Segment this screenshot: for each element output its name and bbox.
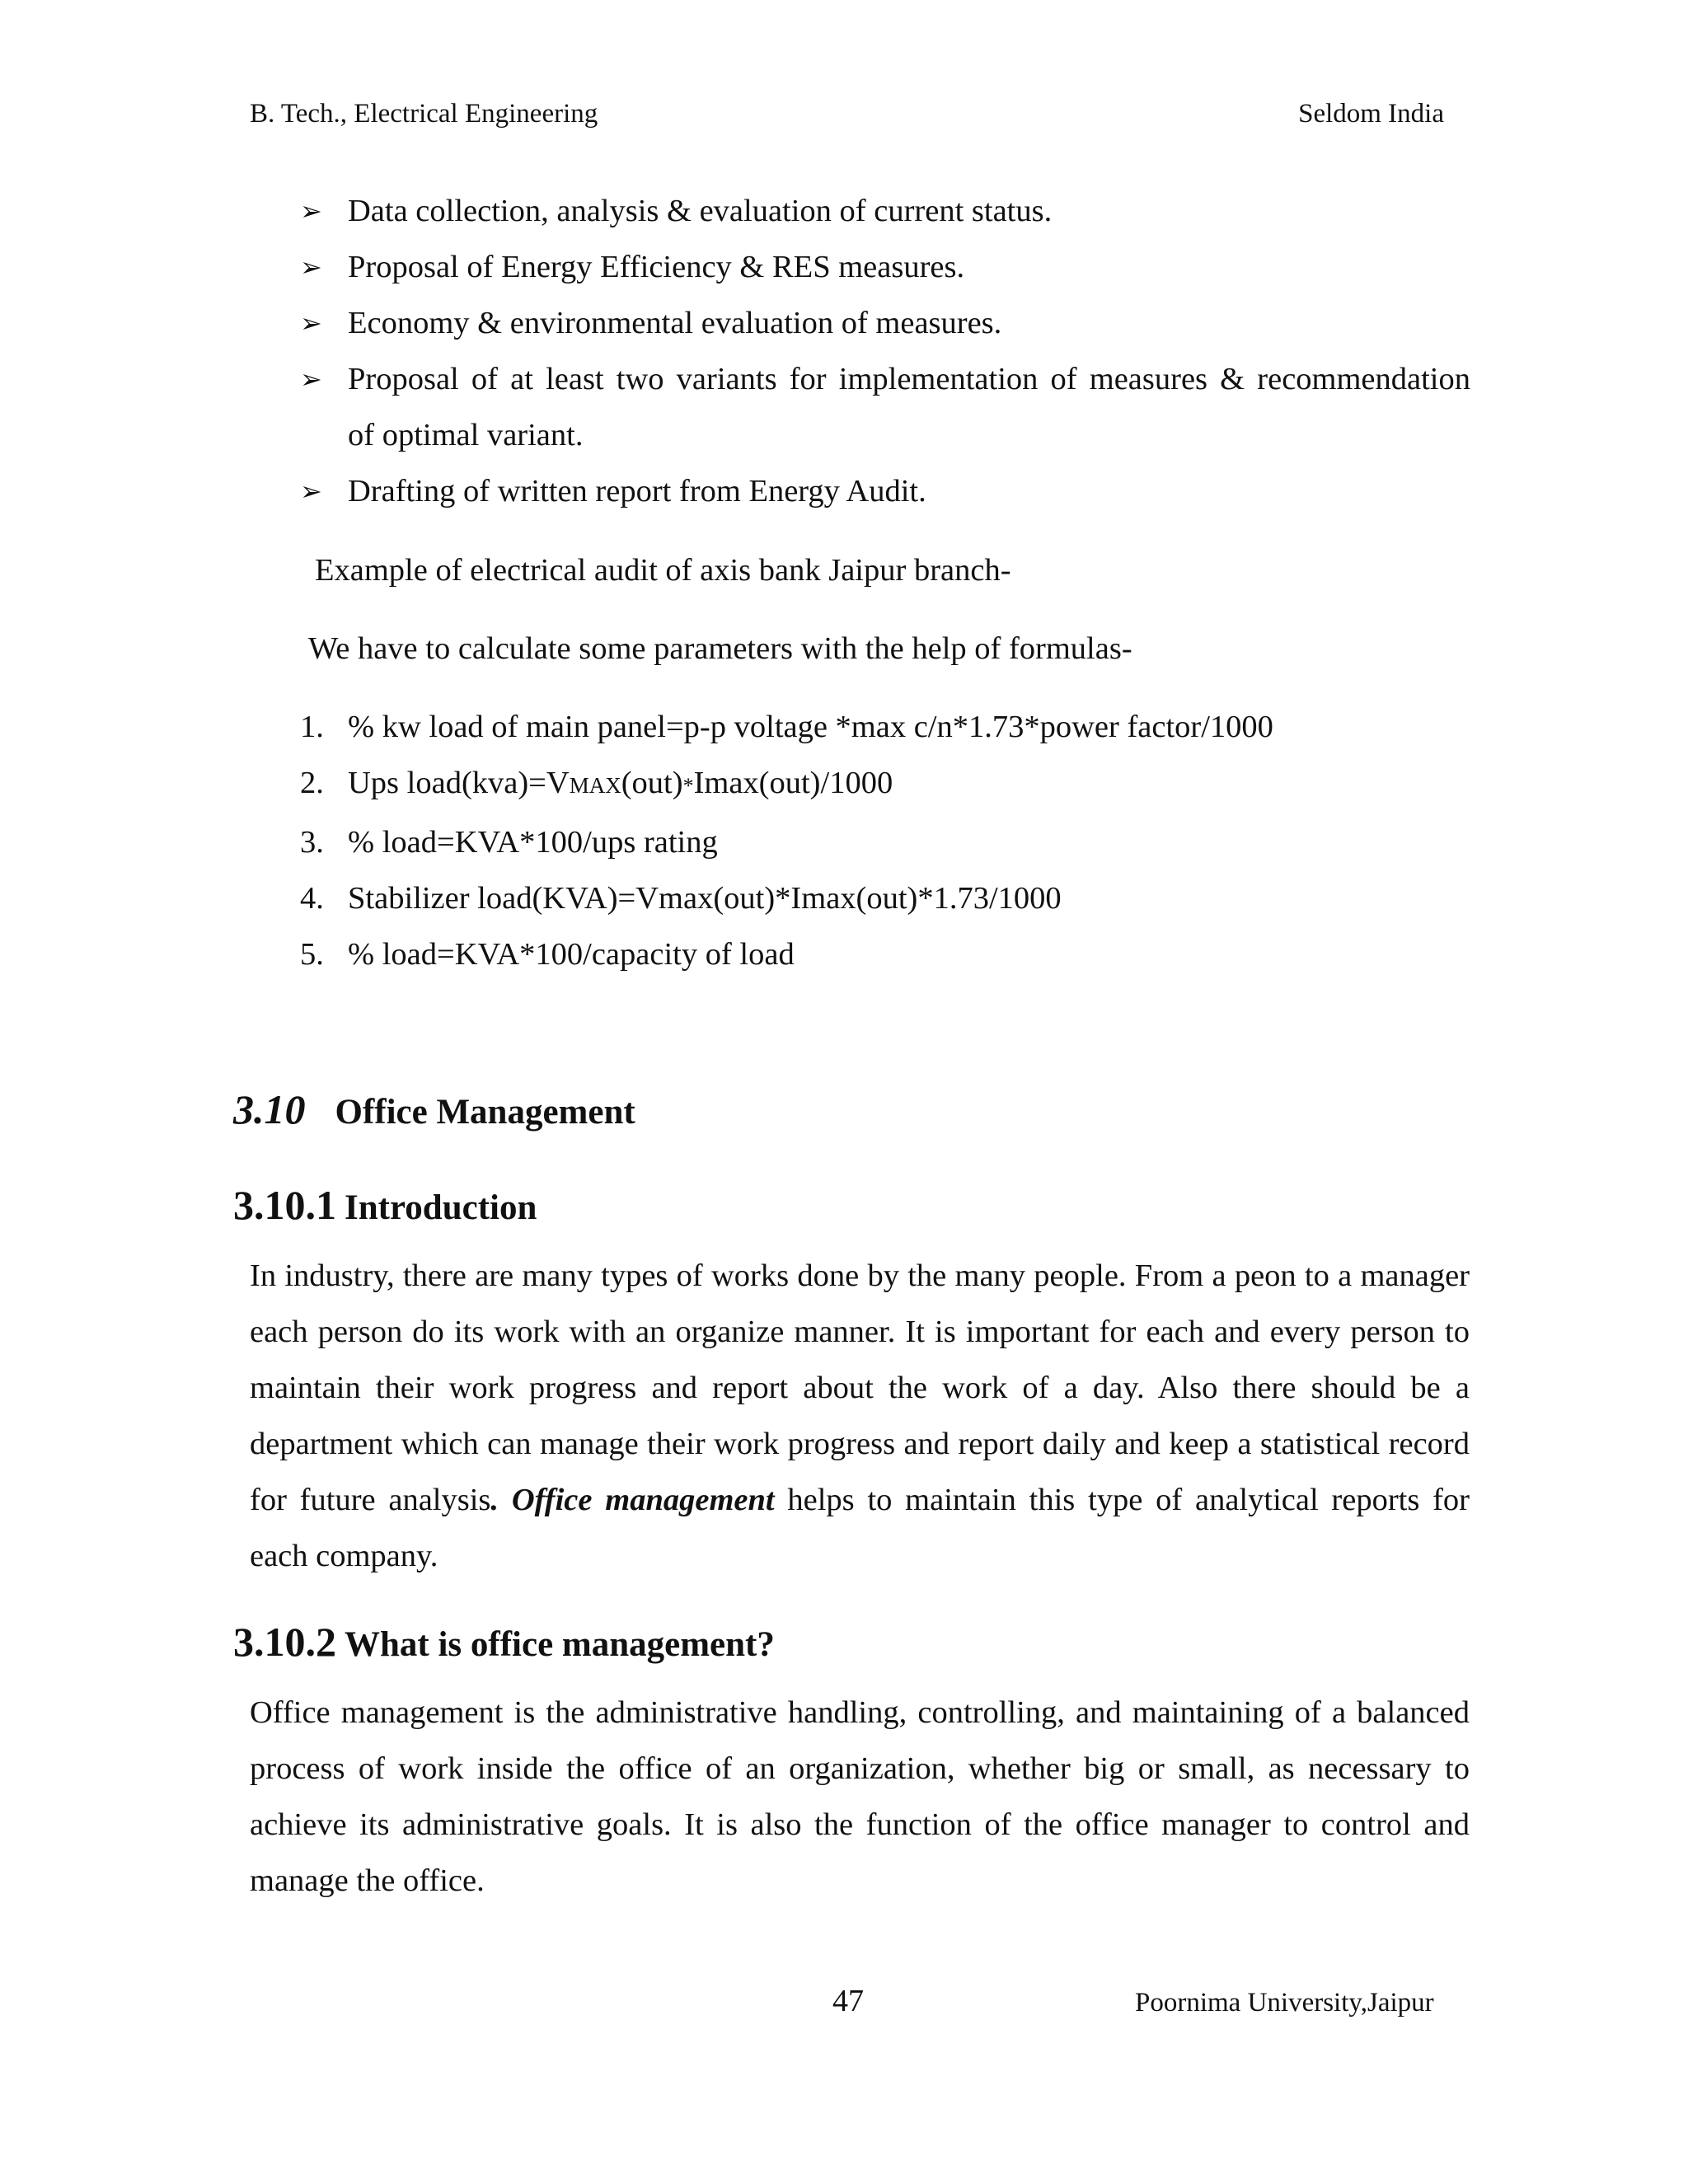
formula-list <box>300 699 1470 982</box>
formula-item <box>300 926 1470 982</box>
intro-paragraph <box>250 1248 1470 1584</box>
bullet-text: Proposal of Energy Efficiency & RES measures. <box>348 250 965 284</box>
paragraph-line: In industry, there are many types of works done by the many people. From a peon to a manager <box>250 1258 1470 1293</box>
line-text: for future analysis <box>250 1483 491 1517</box>
bullet-item <box>300 295 1470 351</box>
paragraph-line: each person do its work with an organize manner. It is important for each and every person to <box>250 1315 1470 1349</box>
calc-line: We have to calculate some parameters with the help of formulas- <box>308 631 1132 666</box>
formula-number: 4. <box>300 881 324 916</box>
formula-item <box>300 755 1470 814</box>
formula-part: Imax(out)/1000 <box>693 766 893 800</box>
formula-number: 3. <box>300 825 324 860</box>
bullet-item <box>300 183 1470 239</box>
what-paragraph <box>250 1685 1470 1909</box>
bullet-text: Drafting of written report from Energy Audit. <box>348 474 926 509</box>
paragraph-line: maintain their work progress and report about the work of a day. Also there should be a <box>250 1371 1470 1405</box>
formula-item <box>300 870 1470 926</box>
formula-number: 2. <box>300 766 324 800</box>
paragraph-line: each company. <box>250 1539 438 1573</box>
subsection-heading-intro <box>233 1180 537 1233</box>
bullet-item <box>300 351 1470 463</box>
paragraph-line: achieve its administrative goals. It is also the function of the office manager to control and <box>250 1807 1470 1842</box>
bullet-item <box>300 239 1470 295</box>
arrow-bullet-icon: ➢ <box>300 195 322 227</box>
bullet-text: Proposal of at least two variants for implementation of measures & recommendation <box>348 362 1470 396</box>
example-line: Example of electrical audit of axis bank Jaipur branch- <box>315 553 1011 588</box>
section-number: 3.10 <box>233 1086 306 1132</box>
formula-item <box>300 699 1470 755</box>
formula-text <box>348 755 893 814</box>
paragraph-line <box>250 1472 1470 1528</box>
subsection-number: 3.10.1 <box>233 1182 336 1228</box>
arrow-bullet-icon: ➢ <box>300 476 322 507</box>
subsection-title: What is office management? <box>345 1625 775 1664</box>
page-number: 47 <box>832 1984 864 2018</box>
arrow-bullet-icon: ➢ <box>300 363 322 395</box>
formula-text: % kw load of main panel=p-p voltage *max c/n*1.73*power factor/1000 <box>348 710 1273 744</box>
formula-number: 1. <box>300 710 324 744</box>
arrow-bullet-icon: ➢ <box>300 251 322 283</box>
section-title: Office Management <box>335 1093 635 1132</box>
paragraph-line: department which can manage their work progress and report daily and keep a statistical record <box>250 1427 1470 1461</box>
footer-right: Poornima University,Jaipur <box>1135 1988 1434 2018</box>
subsection-number: 3.10.2 <box>233 1619 336 1665</box>
formula-text: % load=KVA*100/capacity of load <box>348 937 795 972</box>
header-left: B. Tech., Electrical Engineering <box>250 99 598 129</box>
line-text: helps to maintain this type of analytical reports for <box>787 1483 1470 1517</box>
arrow-bullet-icon: ➢ <box>300 307 322 339</box>
formula-subscript: MAX <box>569 773 621 798</box>
formula-item <box>300 814 1470 870</box>
formula-star: * <box>682 774 694 798</box>
paragraph-line: process of work inside the office of an organization, whether big or small, as necessary to <box>250 1751 1470 1786</box>
formula-text: % load=KVA*100/ups rating <box>348 825 718 860</box>
bullet-list <box>300 183 1470 519</box>
bullet-text-continued: of optimal variant. <box>348 418 584 452</box>
subsection-heading-what <box>233 1617 775 1670</box>
emphasis-text: Office management <box>511 1483 775 1517</box>
bullet-item <box>300 463 1470 519</box>
formula-part: (out) <box>621 766 683 800</box>
formula-number: 5. <box>300 937 324 972</box>
subsection-title: Introduction <box>345 1188 537 1227</box>
header-right: Seldom India <box>1298 99 1444 129</box>
bold-dot: . <box>490 1483 499 1517</box>
formula-text: Stabilizer load(KVA)=Vmax(out)*Imax(out)*1.73/1000 <box>348 881 1062 916</box>
line-segment <box>250 1483 499 1517</box>
formula-part: Ups load(kva)=V <box>348 766 570 800</box>
bullet-text: Data collection, analysis & evaluation of current status. <box>348 194 1053 228</box>
paragraph-line: Office management is the administrative handling, controlling, and maintaining of a balanced <box>250 1695 1470 1730</box>
bullet-text: Economy & environmental evaluation of measures. <box>348 306 1002 340</box>
paragraph-line: manage the office. <box>250 1863 485 1898</box>
section-heading <box>233 1085 635 1137</box>
